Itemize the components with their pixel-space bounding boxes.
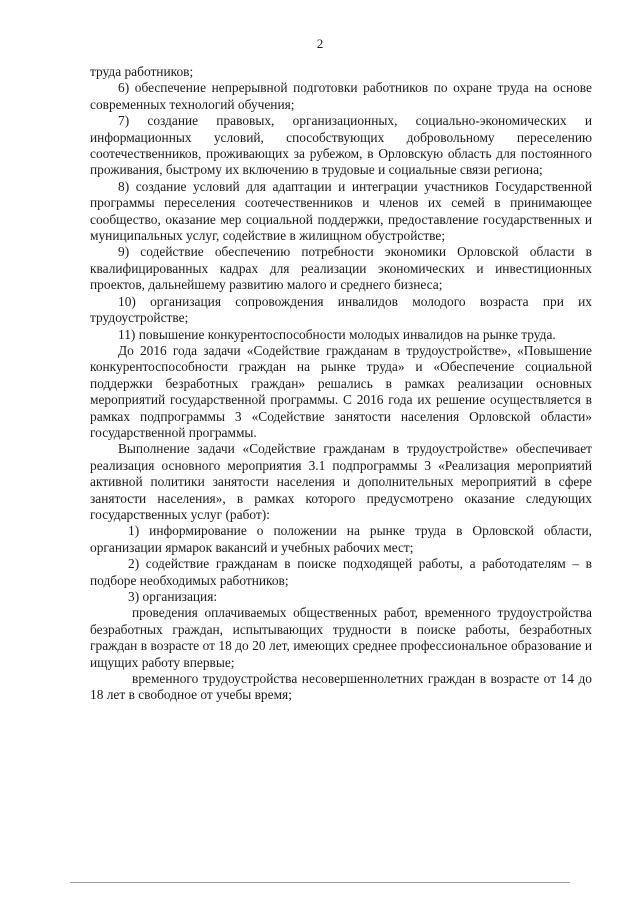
- document-body: [90, 64, 592, 704]
- paragraph: труда работников;: [90, 64, 194, 79]
- paragraph: 10) организация сопровождения инвалидов молодого возраста при их трудоустройстве;: [90, 293, 592, 326]
- paragraph: 7) создание правовых, организационных, социально-экономических и информационных условий, способствующих добровольному переселению соотечественников, проживающих за рубежом, в Орловскую область для постоянного проживания, быстрому их включению в трудовые и социальные связи региона;: [90, 113, 592, 178]
- paragraph: 8) создание условий для адаптации и интеграции участников Государственной программы переселения соотечественников и членов их семей в принимающее сообщество, оказание мер социальной поддержки, предоставление государственных и муниципальных услуг, содействие в жилищном обустройстве;: [90, 178, 592, 244]
- paragraph: 6) обеспечение непрерывной подготовки работников по охране труда на основе современных технологий обучения;: [90, 80, 592, 112]
- paragraph: До 2016 года задачи «Содействие гражданам в трудоустройстве», «Повышение конкурентоспособности граждан на рынке труда» и «Обеспечение социальной поддержки безработных граждан» решались в рамках реализации основных мероприятий государственной программы. С 2016 года их решение осуществляется в рамках подпрограммы 3 «Содействие занятости населения Орловской области» государственной программы.: [90, 342, 592, 440]
- paragraph: 9) содействие обеспечению потребности экономики Орловской области в квалифицированных кадрах для реализации экономических и инвестиционных проектов, дальнейшему развитию малого и среднего бизнеса;: [90, 244, 592, 293]
- paragraph: Выполнение задачи «Содействие гражданам в трудоустройстве» обеспечивает реализация основного мероприятия 3.1 подпрограммы 3 «Реализация мероприятий активной политики занятости населения и дополнительных мероприятий в сфере занятости населения», в рамках которого предусмотрено оказание следующих государственных услуг (работ):: [90, 441, 592, 522]
- paragraph: 11) повышение конкурентоспособности молодых инвалидов на рынке труда.: [118, 326, 556, 342]
- bottom-rule: [70, 882, 570, 883]
- paragraph: 1) информирование о положении на рынке труда в Орловской области, организации ярмарок вакансий и учебных рабочих мест;: [90, 523, 592, 555]
- paragraph: 2) содействие гражданам в поиске подходящей работы, а работодателям – в подборе необходимых работников;: [90, 556, 592, 588]
- paragraph: временного трудоустройства несовершеннолетних граждан в возрасте от 14 до 18 лет в свободное от учебы время;: [90, 671, 592, 703]
- paragraph: проведения оплачиваемых общественных работ, временного трудоустройства безработных граждан, испытывающих трудности в поиске работы, безработных граждан в возрасте от 18 до 20 лет, имеющих среднее профессиональное образование и ищущих работу впервые;: [90, 605, 592, 670]
- paragraph: 3) организация:: [128, 589, 218, 604]
- page-number: 2: [316, 36, 324, 51]
